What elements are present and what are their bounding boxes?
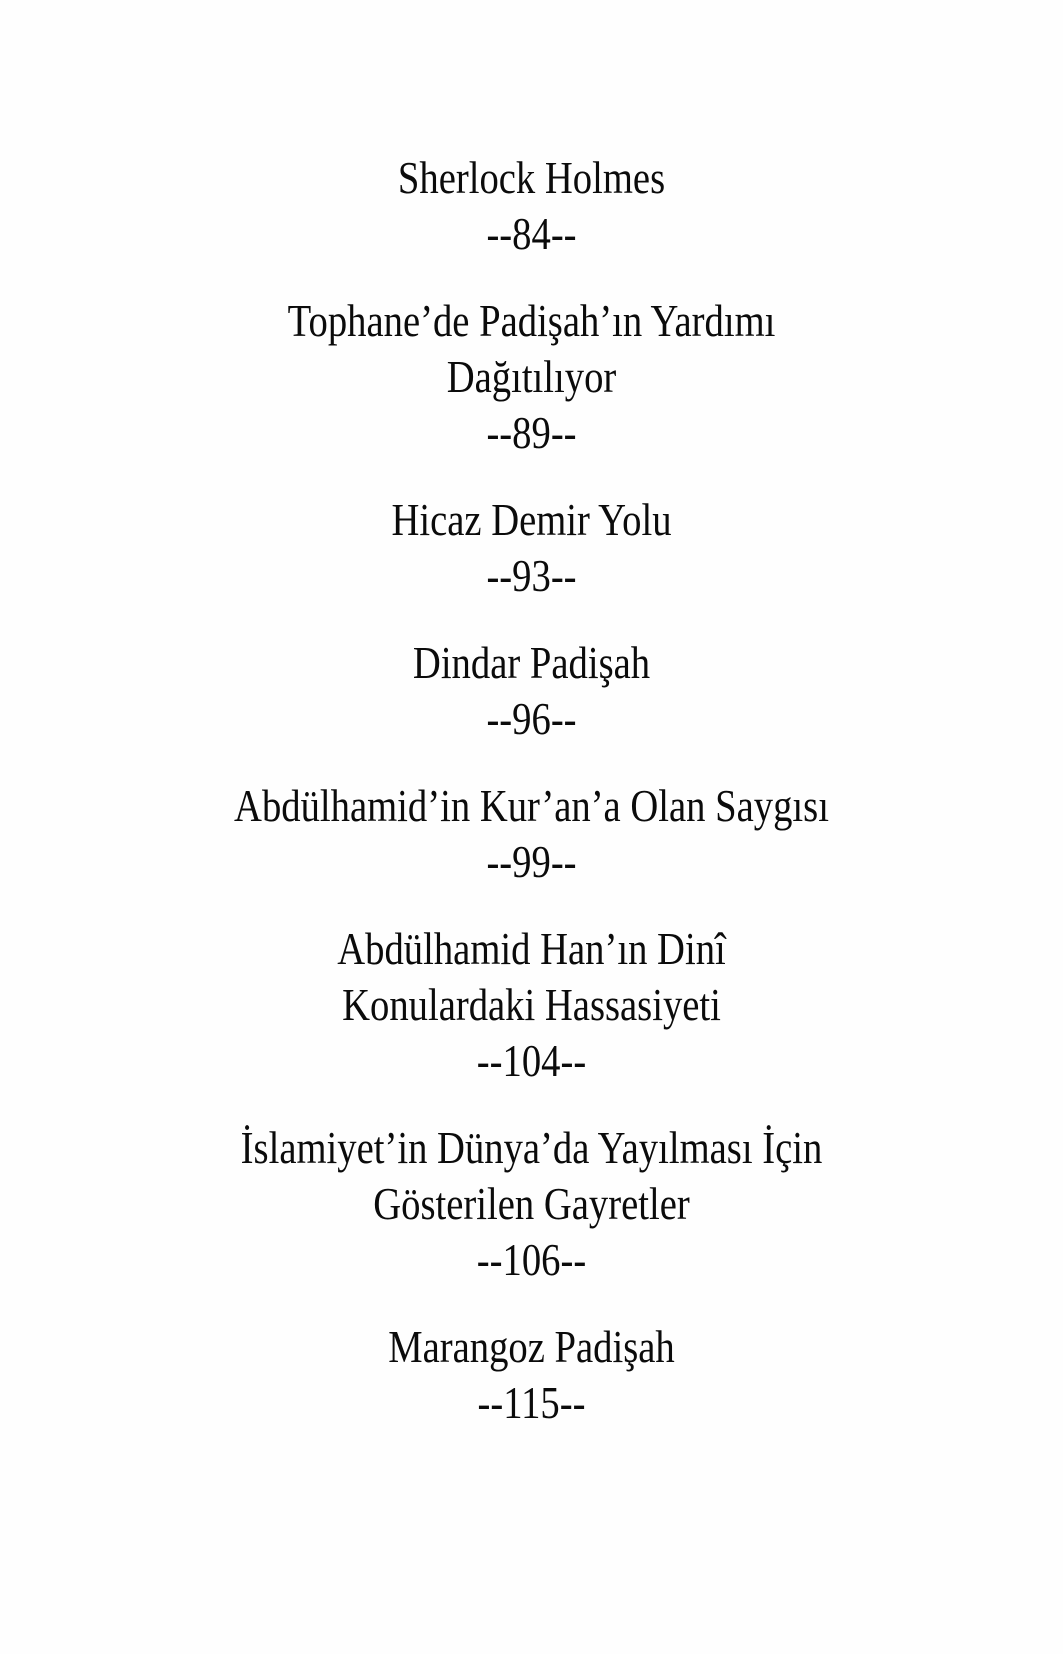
- page-number-marker: --99--: [486, 836, 577, 887]
- chapter-title-line: Dağıtılıyor: [446, 351, 617, 402]
- toc-entry: [0, 921, 1063, 1089]
- chapter-title-line: Hicaz Demir Yolu: [391, 494, 672, 545]
- toc-entry: [0, 150, 1063, 262]
- toc-entry: [0, 635, 1063, 747]
- chapter-title-line: Gösterilen Gayretler: [373, 1178, 690, 1229]
- chapter-title-line: Marangoz Padişah: [388, 1321, 675, 1372]
- chapter-title-line: Dindar Padişah: [412, 637, 651, 688]
- page-number-marker: --115--: [477, 1377, 586, 1428]
- page-number-marker: --96--: [486, 693, 577, 744]
- chapter-title-line: Konulardaki Hassasiyeti: [342, 979, 721, 1030]
- chapter-title-line: İslamiyet’in Dünya’da Yayılması İçin: [240, 1122, 823, 1173]
- toc-entry: [0, 778, 1063, 890]
- toc-entry: [0, 492, 1063, 604]
- toc-entry: [0, 1319, 1063, 1431]
- chapter-title-line: Abdülhamid Han’ın Dinî: [337, 923, 726, 974]
- page-number-marker: --106--: [476, 1234, 587, 1285]
- chapter-title-line: Abdülhamid’in Kur’an’a Olan Saygısı: [234, 780, 829, 831]
- page-number-marker: --84--: [486, 208, 577, 259]
- chapter-title-line: Tophane’de Padişah’ın Yardımı: [287, 295, 776, 346]
- toc-entry: [0, 1120, 1063, 1288]
- page-number-marker: --93--: [486, 550, 577, 601]
- page-number-marker: --89--: [486, 407, 577, 458]
- toc-entry: [0, 293, 1063, 461]
- page-number-marker: --104--: [476, 1035, 587, 1086]
- chapter-title-line: Sherlock Holmes: [397, 152, 666, 203]
